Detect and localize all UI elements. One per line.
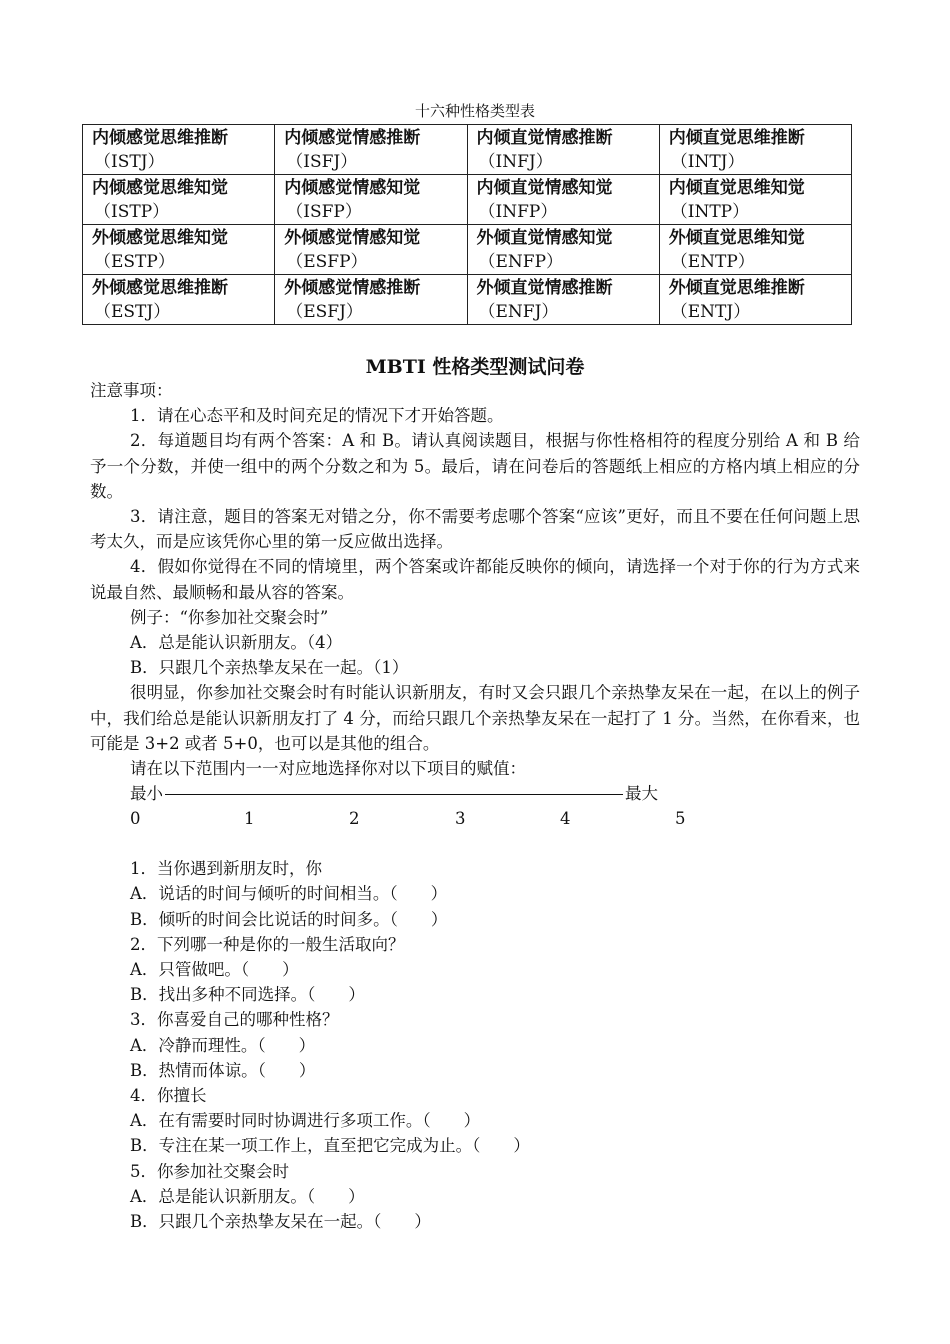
table-cell [83,225,275,275]
question-option-a[interactable]: A．只管做吧。（ ） [130,960,299,980]
type-code: （INFJ） [478,152,553,172]
type-code: （ESFP） [286,252,368,272]
table-row [83,125,852,175]
example-explanation: 很明显，你参加社交聚会时有时能认识新朋友，有时又会只跟几个亲热挚友呆在一起，在以上的例子中，我们给总是能认识新朋友打了 4 分，而给只跟几个亲热挚友呆在一起打了 1 分。当然，在你看来，也可能是 3+2 或者 5+0，也可以是其他的组合。 [90,683,860,753]
table-cell [83,125,275,175]
question-text: 1．当你遇到新朋友时，你 [130,859,322,879]
type-code: （ISFP） [286,202,362,222]
table-cell [467,125,659,175]
example-option-a: A．总是能认识新朋友。（4） [130,633,343,653]
type-name: 内倾感觉思维知觉 [92,178,228,198]
table-cell [275,225,467,275]
scale-number: 2 [349,809,360,829]
question-option-b[interactable]: B．热情而体谅。（ ） [130,1060,316,1080]
personality-types-table [82,124,852,325]
table-cell [275,175,467,225]
table-cell [659,225,851,275]
table-row [83,175,852,225]
table-row [83,275,852,325]
scale-number: 3 [455,809,466,829]
type-name: 内倾直觉情感推断 [476,128,613,148]
type-code: （ESFJ） [286,302,363,322]
question-option-b[interactable]: B．倾听的时间会比说话的时间多。（ ） [130,909,448,929]
note-item: 3．请注意，题目的答案无对错之分，你不需要考虑哪个答案“应该”更好，而且不要在任何问题上思考太久，而是应该凭你心里的第一反应做出选择。 [90,507,860,552]
note-item: 1．请在心态平和及时间充足的情况下才开始答题。 [130,406,504,426]
notice-heading: 注意事项： [90,381,173,400]
type-code: （ESTP） [94,252,175,272]
type-name: 外倾直觉情感推断 [476,278,613,298]
example-option-b: B．只跟几个亲热挚友呆在一起。（1） [130,658,409,678]
type-name: 外倾直觉思维知觉 [668,228,805,248]
page-title: MBTI 性格类型测试问卷 [365,356,585,378]
scale-dash-line [165,794,623,795]
type-name: 外倾直觉情感知觉 [476,228,613,248]
question-option-b[interactable]: B．找出多种不同选择。（ ） [130,985,365,1005]
scale-min-label: 最小 [130,784,163,804]
scale-number: 1 [244,809,255,829]
type-code: （ENTJ） [670,302,751,322]
type-code: （INTP） [670,202,750,222]
question-option-a[interactable]: A．说话的时间与倾听的时间相当。（ ） [130,884,448,904]
table-cell [83,275,275,325]
table-cell [275,125,467,175]
scale-instruction: 请在以下范围内一一对应地选择你对以下项目的赋值： [130,759,526,779]
type-code: （ENFJ） [478,302,559,322]
note-item: 4．假如你觉得在不同的情境里，两个答案或许都能反映你的倾向，请选择一个对于你的行为方式来说最自然、最顺畅和最从容的答案。 [90,557,860,602]
question-option-a[interactable]: A．在有需要时同时协调进行多项工作。（ ） [130,1111,481,1131]
type-name: 外倾感觉情感推断 [284,278,421,298]
question-option-b[interactable]: B．只跟几个亲热挚友呆在一起。（ ） [130,1212,431,1232]
type-name: 内倾直觉思维推断 [668,128,805,148]
scale-number: 0 [130,809,141,829]
question-text: 4．你擅长 [130,1086,207,1106]
table-row [83,225,852,275]
table-cell [659,125,851,175]
table-cell [467,275,659,325]
table-cell [275,275,467,325]
type-code: （ESTJ） [94,302,171,322]
type-code: （ENTP） [670,252,755,272]
question-text: 5．你参加社交聚会时 [130,1161,289,1181]
type-name: 内倾感觉情感知觉 [284,178,421,198]
type-code: （ISFJ） [286,152,358,172]
example-intro: 例子：“你参加社交聚会时” [130,607,329,627]
type-name: 外倾感觉思维推断 [92,278,228,298]
type-code: （ISTJ） [94,152,165,172]
table-cell [467,225,659,275]
type-name: 内倾直觉情感知觉 [476,178,613,198]
note-item: 2．每道题目均有两个答案：A 和 B。请认真阅读题目，根据与你性格相符的程度分别给 A 和 B 给予一个分数，并使一组中的两个分数之和为 5。最后，请在问卷后的答题纸上相应的方格内填上相应的分数。 [90,431,860,501]
scale-numbers [90,806,860,831]
type-name: 外倾感觉情感知觉 [284,228,421,248]
type-name: 外倾感觉思维知觉 [92,228,228,248]
question-text: 3．你喜爱自己的哪种性格？ [130,1010,339,1030]
type-name: 外倾直觉思维推断 [668,278,805,298]
scale-number: 4 [560,809,571,829]
type-code: （INFP） [478,202,558,222]
scale-max-label: 最大 [625,784,658,804]
table-cell [659,175,851,225]
type-code: （INTJ） [670,152,745,172]
document-body [90,378,860,1234]
type-name: 内倾感觉思维推断 [92,128,228,148]
question-option-a[interactable]: A．总是能认识新朋友。（ ） [130,1186,365,1206]
table-caption: 十六种性格类型表 [414,102,535,120]
type-name: 内倾感觉情感推断 [284,128,421,148]
question-text: 2．下列哪一种是你的一般生活取向？ [130,934,405,954]
type-code: （ISTP） [94,202,170,222]
table-cell [467,175,659,225]
scale-number: 5 [675,809,686,829]
question-option-b[interactable]: B．专注在某一项工作上，直至把它完成为止。（ ） [130,1136,530,1156]
table-cell [659,275,851,325]
type-code: （ENFP） [478,252,564,272]
table-cell [83,175,275,225]
question-option-a[interactable]: A．冷静而理性。（ ） [130,1035,316,1055]
scale-line-content [130,781,658,806]
spacer [90,831,860,856]
scale-line [90,781,860,806]
type-name: 内倾直觉思维知觉 [668,178,805,198]
